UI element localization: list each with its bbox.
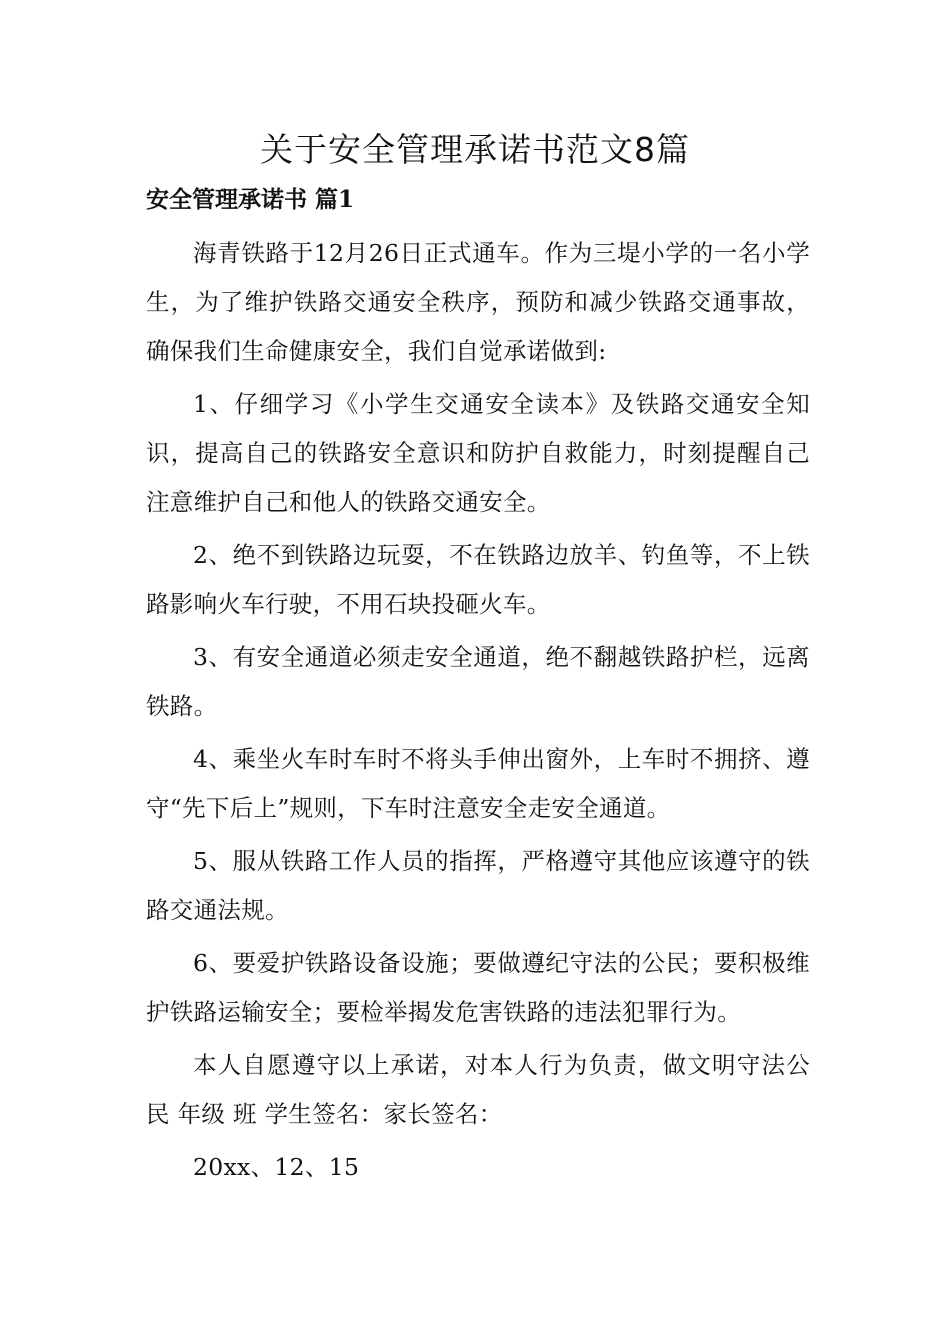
paragraph-item-2: 2、绝不到铁路边玩耍，不在铁路边放羊、钓鱼等，不上铁路影响火车行驶，不用石块投砸火车。	[146, 541, 810, 618]
paragraph-item-6: 6、要爱护铁路设备设施；要做遵纪守法的公民；要积极维护铁路运输安全；要检举揭发危害铁路的违法犯罪行为。	[146, 949, 810, 1026]
document-date: 20xx、12、15	[193, 1153, 360, 1181]
paragraph-item-3: 3、有安全通道必须走安全通道，绝不翻越铁路护栏，远离铁路。	[146, 643, 810, 720]
paragraph-item-4: 4、乘坐火车时车时不将头手伸出窗外，上车时不拥挤、遵守“先下后上”规则，下车时注意安全走安全通道。	[146, 745, 810, 822]
paragraph-pledge-signature: 本人自愿遵守以上承诺，对本人行为负责，做文明守法公民 年级 班 学生签名：家长签名：	[146, 1051, 810, 1128]
paragraph-intro: 海青铁路于12月26日正式通车。作为三堤小学的一名小学生，为了维护铁路交通安全秩序，预防和减少铁路交通事故，确保我们生命健康安全，我们自觉承诺做到:	[146, 239, 810, 365]
paragraph-item-1: 1、仔细学习《小学生交通安全读本》及铁路交通安全知识，提高自己的铁路安全意识和防护自救能力，时刻提醒自己注意维护自己和他人的铁路交通安全。	[146, 390, 810, 516]
paragraph-item-5: 5、服从铁路工作人员的指挥，严格遵守其他应该遵守的铁路交通法规。	[146, 847, 810, 924]
document-body	[146, 229, 810, 1196]
section-heading: 安全管理承诺书 篇1	[146, 186, 355, 213]
document-title: 关于安全管理承诺书范文8篇	[260, 130, 690, 169]
